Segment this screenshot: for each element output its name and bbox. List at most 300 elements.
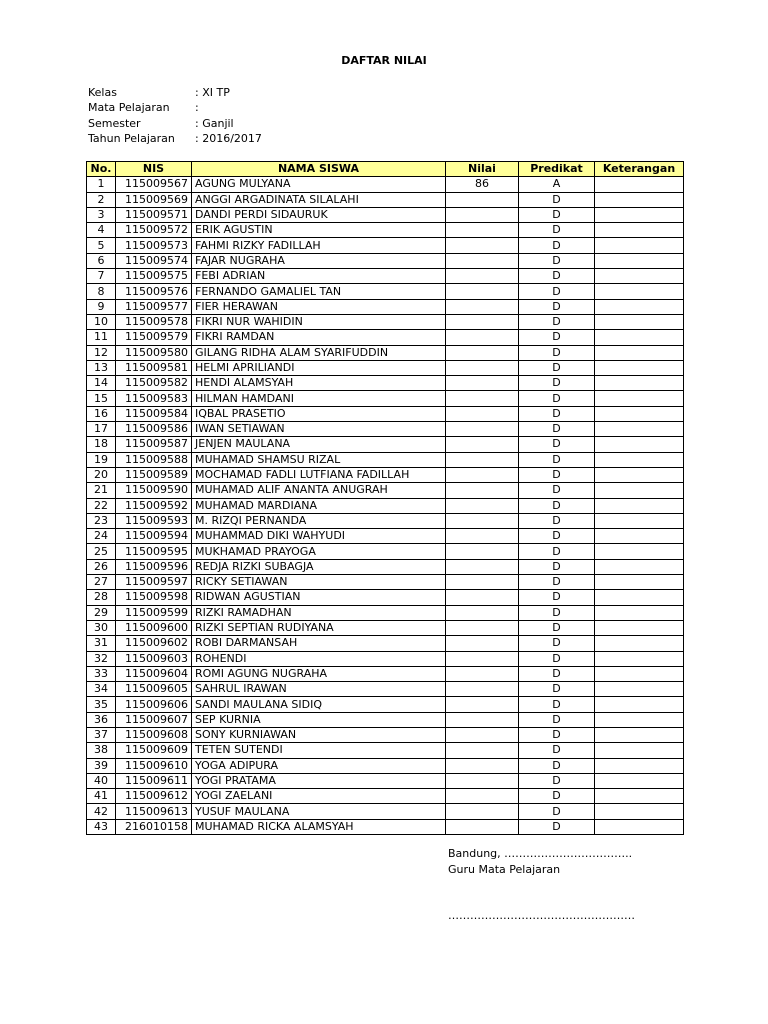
cell-nama-siswa: MUHAMAD RICKA ALAMSYAH	[192, 819, 446, 834]
cell-nilai	[446, 743, 519, 758]
info-value: : Ganjil	[195, 116, 234, 130]
cell-nis: 115009594	[116, 529, 192, 544]
cell-no: 38	[87, 743, 116, 758]
cell-predikat: D	[519, 697, 595, 712]
cell-keterangan	[595, 743, 684, 758]
table-row	[87, 269, 684, 284]
cell-nis: 115009582	[116, 376, 192, 391]
table-row	[87, 391, 684, 406]
cell-nilai	[446, 682, 519, 697]
cell-no: 14	[87, 376, 116, 391]
cell-nis: 115009611	[116, 773, 192, 788]
table-row	[87, 330, 684, 345]
cell-predikat: D	[519, 238, 595, 253]
cell-nilai	[446, 651, 519, 666]
cell-predikat: D	[519, 360, 595, 375]
cell-predikat: D	[519, 575, 595, 590]
cell-no: 37	[87, 727, 116, 742]
cell-nama-siswa: RICKY SETIAWAN	[192, 575, 446, 590]
cell-keterangan	[595, 559, 684, 574]
cell-nis: 115009580	[116, 345, 192, 360]
cell-predikat: D	[519, 804, 595, 819]
cell-predikat: D	[519, 544, 595, 559]
cell-no: 4	[87, 223, 116, 238]
table-row	[87, 406, 684, 421]
cell-keterangan	[595, 513, 684, 528]
table-row	[87, 544, 684, 559]
signature-block	[448, 846, 635, 924]
cell-no: 43	[87, 819, 116, 834]
cell-nis: 216010158	[116, 819, 192, 834]
cell-nis: 115009598	[116, 590, 192, 605]
cell-no: 30	[87, 620, 116, 635]
cell-nama-siswa: FERNANDO GAMALIEL TAN	[192, 284, 446, 299]
cell-nama-siswa: HENDI ALAMSYAH	[192, 376, 446, 391]
cell-keterangan	[595, 192, 684, 207]
cell-no: 11	[87, 330, 116, 345]
cell-nama-siswa: IWAN SETIAWAN	[192, 422, 446, 437]
table-header-row	[87, 162, 684, 177]
cell-keterangan	[595, 437, 684, 452]
cell-nis: 115009595	[116, 544, 192, 559]
cell-no: 28	[87, 590, 116, 605]
cell-no: 15	[87, 391, 116, 406]
cell-nilai	[446, 299, 519, 314]
info-row	[88, 131, 262, 146]
cell-nilai	[446, 437, 519, 452]
cell-nis: 115009606	[116, 697, 192, 712]
cell-no: 21	[87, 483, 116, 498]
cell-no: 7	[87, 269, 116, 284]
info-label: Mata Pelajaran	[88, 101, 170, 115]
cell-no: 20	[87, 467, 116, 482]
cell-nama-siswa: SAHRUL IRAWAN	[192, 682, 446, 697]
cell-nilai	[446, 253, 519, 268]
cell-nama-siswa: ANGGI ARGADINATA SILALAHI	[192, 192, 446, 207]
cell-keterangan	[595, 177, 684, 192]
cell-nama-siswa: ROHENDI	[192, 651, 446, 666]
table-row	[87, 804, 684, 819]
cell-nama-siswa: FAHMI RIZKY FADILLAH	[192, 238, 446, 253]
cell-nama-siswa: FAJAR NUGRAHA	[192, 253, 446, 268]
cell-keterangan	[595, 498, 684, 513]
cell-predikat: D	[519, 391, 595, 406]
cell-predikat: D	[519, 789, 595, 804]
document-title: DAFTAR NILAI	[341, 54, 427, 67]
table-row	[87, 299, 684, 314]
cell-nama-siswa: HELMI APRILIANDI	[192, 360, 446, 375]
cell-nis: 115009602	[116, 636, 192, 651]
cell-nilai	[446, 544, 519, 559]
cell-keterangan	[595, 360, 684, 375]
table-row	[87, 682, 684, 697]
cell-nis: 115009574	[116, 253, 192, 268]
cell-nilai	[446, 330, 519, 345]
cell-predikat: D	[519, 406, 595, 421]
table-row	[87, 666, 684, 681]
cell-nama-siswa: HILMAN HAMDANI	[192, 391, 446, 406]
document-info	[88, 85, 262, 146]
cell-nis: 115009612	[116, 789, 192, 804]
info-label: Semester	[88, 116, 141, 130]
info-label: Tahun Pelajaran	[88, 132, 175, 146]
cell-nama-siswa: JENJEN MAULANA	[192, 437, 446, 452]
col-header-nis: NIS	[116, 162, 192, 177]
cell-nilai	[446, 467, 519, 482]
table-row	[87, 498, 684, 513]
cell-nilai	[446, 758, 519, 773]
cell-keterangan	[595, 330, 684, 345]
cell-keterangan	[595, 391, 684, 406]
cell-nama-siswa: YOGA ADIPURA	[192, 758, 446, 773]
cell-predikat: D	[519, 483, 595, 498]
cell-keterangan	[595, 314, 684, 329]
cell-keterangan	[595, 529, 684, 544]
cell-no: 29	[87, 605, 116, 620]
cell-nama-siswa: AGUNG MULYANA	[192, 177, 446, 192]
table-row	[87, 192, 684, 207]
cell-nama-siswa: IQBAL PRASETIO	[192, 406, 446, 421]
cell-nama-siswa: DANDI PERDI SIDAURUK	[192, 207, 446, 222]
cell-nilai	[446, 192, 519, 207]
table-row	[87, 712, 684, 727]
table-row	[87, 743, 684, 758]
cell-nilai	[446, 559, 519, 574]
cell-nilai	[446, 406, 519, 421]
cell-nilai	[446, 636, 519, 651]
cell-predikat: D	[519, 636, 595, 651]
cell-nis: 115009577	[116, 299, 192, 314]
cell-nama-siswa: MUKHAMAD PRAYOGA	[192, 544, 446, 559]
cell-predikat: D	[519, 666, 595, 681]
cell-predikat: D	[519, 498, 595, 513]
info-label: Kelas	[88, 86, 117, 100]
cell-nama-siswa: RIDWAN AGUSTIAN	[192, 590, 446, 605]
cell-no: 33	[87, 666, 116, 681]
cell-predikat: D	[519, 682, 595, 697]
cell-no: 36	[87, 712, 116, 727]
cell-nama-siswa: ROMI AGUNG NUGRAHA	[192, 666, 446, 681]
cell-keterangan	[595, 467, 684, 482]
cell-keterangan	[595, 758, 684, 773]
cell-predikat: D	[519, 773, 595, 788]
cell-nama-siswa: FIKRI NUR WAHIDIN	[192, 314, 446, 329]
cell-nama-siswa: SONY KURNIAWAN	[192, 727, 446, 742]
cell-nilai	[446, 666, 519, 681]
cell-nilai	[446, 314, 519, 329]
cell-nis: 115009599	[116, 605, 192, 620]
cell-nama-siswa: MUHAMAD ALIF ANANTA ANUGRAH	[192, 483, 446, 498]
cell-nama-siswa: TETEN SUTENDI	[192, 743, 446, 758]
table-row	[87, 437, 684, 452]
cell-keterangan	[595, 605, 684, 620]
table-row	[87, 223, 684, 238]
cell-nilai	[446, 452, 519, 467]
cell-nilai	[446, 513, 519, 528]
cell-keterangan	[595, 376, 684, 391]
col-header-nama-siswa: NAMA SISWA	[192, 162, 446, 177]
cell-predikat: D	[519, 376, 595, 391]
table-row	[87, 789, 684, 804]
cell-nis: 115009571	[116, 207, 192, 222]
cell-no: 25	[87, 544, 116, 559]
cell-nis: 115009593	[116, 513, 192, 528]
cell-nilai: 86	[446, 177, 519, 192]
table-row	[87, 513, 684, 528]
table-row	[87, 284, 684, 299]
cell-predikat: D	[519, 712, 595, 727]
cell-nilai	[446, 284, 519, 299]
cell-keterangan	[595, 651, 684, 666]
cell-predikat: D	[519, 605, 595, 620]
cell-no: 3	[87, 207, 116, 222]
cell-nama-siswa: REDJA RIZKI SUBAGJA	[192, 559, 446, 574]
cell-no: 12	[87, 345, 116, 360]
cell-predikat: D	[519, 620, 595, 635]
cell-nilai	[446, 575, 519, 590]
cell-nama-siswa: MUHAMAD MARDIANA	[192, 498, 446, 513]
cell-nilai	[446, 238, 519, 253]
cell-predikat: D	[519, 727, 595, 742]
info-row	[88, 85, 262, 100]
cell-keterangan	[595, 819, 684, 834]
table-row	[87, 207, 684, 222]
cell-nis: 115009590	[116, 483, 192, 498]
cell-predikat: D	[519, 559, 595, 574]
cell-nama-siswa: ROBI DARMANSAH	[192, 636, 446, 651]
cell-keterangan	[595, 207, 684, 222]
cell-predikat: D	[519, 529, 595, 544]
cell-no: 22	[87, 498, 116, 513]
cell-nilai	[446, 605, 519, 620]
cell-nama-siswa: MUHAMMAD DIKI WAHYUDI	[192, 529, 446, 544]
cell-keterangan	[595, 223, 684, 238]
cell-nis: 115009581	[116, 360, 192, 375]
cell-nilai	[446, 529, 519, 544]
cell-predikat: D	[519, 743, 595, 758]
info-value: : XI TP	[195, 86, 230, 100]
signature-place-date: Bandung, ……………………………..	[448, 847, 633, 860]
table-row	[87, 758, 684, 773]
cell-predikat: D	[519, 345, 595, 360]
cell-nis: 115009573	[116, 238, 192, 253]
cell-nis: 115009597	[116, 575, 192, 590]
cell-nilai	[446, 819, 519, 834]
cell-no: 8	[87, 284, 116, 299]
cell-keterangan	[595, 345, 684, 360]
info-row	[88, 100, 262, 115]
cell-no: 32	[87, 651, 116, 666]
cell-keterangan	[595, 727, 684, 742]
cell-keterangan	[595, 590, 684, 605]
cell-nilai	[446, 422, 519, 437]
cell-nis: 115009575	[116, 269, 192, 284]
cell-predikat: D	[519, 467, 595, 482]
cell-nama-siswa: GILANG RIDHA ALAM SYARIFUDDIN	[192, 345, 446, 360]
cell-nilai	[446, 269, 519, 284]
cell-keterangan	[595, 284, 684, 299]
cell-nama-siswa: RIZKI SEPTIAN RUDIYANA	[192, 620, 446, 635]
col-header-no: No.	[87, 162, 116, 177]
cell-nis: 115009587	[116, 437, 192, 452]
cell-keterangan	[595, 238, 684, 253]
cell-no: 13	[87, 360, 116, 375]
table-row	[87, 467, 684, 482]
cell-predikat: D	[519, 422, 595, 437]
cell-predikat: D	[519, 330, 595, 345]
cell-keterangan	[595, 636, 684, 651]
cell-nilai	[446, 391, 519, 406]
cell-nama-siswa: SANDI MAULANA SIDIQ	[192, 697, 446, 712]
cell-keterangan	[595, 804, 684, 819]
cell-nis: 115009604	[116, 666, 192, 681]
cell-nis: 115009569	[116, 192, 192, 207]
cell-nilai	[446, 590, 519, 605]
cell-keterangan	[595, 452, 684, 467]
grades-table	[86, 161, 684, 835]
cell-nama-siswa: RIZKI RAMADHAN	[192, 605, 446, 620]
cell-nilai	[446, 620, 519, 635]
cell-nis: 115009576	[116, 284, 192, 299]
cell-nis: 115009586	[116, 422, 192, 437]
table-row	[87, 605, 684, 620]
cell-nis: 115009610	[116, 758, 192, 773]
cell-no: 1	[87, 177, 116, 192]
cell-keterangan	[595, 299, 684, 314]
cell-nama-siswa: M. RIZQI PERNANDA	[192, 513, 446, 528]
cell-keterangan	[595, 666, 684, 681]
cell-nilai	[446, 804, 519, 819]
cell-no: 5	[87, 238, 116, 253]
cell-nilai	[446, 223, 519, 238]
cell-nis: 115009609	[116, 743, 192, 758]
cell-nama-siswa: FIER HERAWAN	[192, 299, 446, 314]
cell-predikat: D	[519, 437, 595, 452]
cell-keterangan	[595, 406, 684, 421]
cell-predikat: D	[519, 590, 595, 605]
cell-keterangan	[595, 789, 684, 804]
cell-no: 34	[87, 682, 116, 697]
cell-nis: 115009605	[116, 682, 192, 697]
cell-nis: 115009607	[116, 712, 192, 727]
cell-no: 27	[87, 575, 116, 590]
cell-nis: 115009583	[116, 391, 192, 406]
cell-nis: 115009608	[116, 727, 192, 742]
cell-nama-siswa: FEBI ADRIAN	[192, 269, 446, 284]
cell-nilai	[446, 207, 519, 222]
cell-nilai	[446, 360, 519, 375]
cell-no: 18	[87, 437, 116, 452]
cell-keterangan	[595, 682, 684, 697]
table-row	[87, 253, 684, 268]
cell-nilai	[446, 712, 519, 727]
table-row	[87, 559, 684, 574]
cell-no: 40	[87, 773, 116, 788]
cell-nama-siswa: MOCHAMAD FADLI LUTFIANA FADILLAH	[192, 467, 446, 482]
cell-nis: 115009600	[116, 620, 192, 635]
cell-keterangan	[595, 773, 684, 788]
cell-no: 6	[87, 253, 116, 268]
table-row	[87, 620, 684, 635]
table-row	[87, 819, 684, 834]
cell-predikat: D	[519, 651, 595, 666]
cell-predikat: D	[519, 253, 595, 268]
cell-no: 24	[87, 529, 116, 544]
cell-predikat: D	[519, 284, 595, 299]
cell-nis: 115009572	[116, 223, 192, 238]
cell-nis: 115009588	[116, 452, 192, 467]
cell-predikat: D	[519, 314, 595, 329]
cell-nama-siswa: SEP KURNIA	[192, 712, 446, 727]
cell-nama-siswa: MUHAMAD SHAMSU RIZAL	[192, 452, 446, 467]
cell-keterangan	[595, 253, 684, 268]
cell-nama-siswa: ERIK AGUSTIN	[192, 223, 446, 238]
cell-nis: 115009589	[116, 467, 192, 482]
signature-role: Guru Mata Pelajaran	[448, 863, 561, 876]
cell-no: 10	[87, 314, 116, 329]
cell-nilai	[446, 773, 519, 788]
cell-keterangan	[595, 483, 684, 498]
cell-nis: 115009567	[116, 177, 192, 192]
cell-predikat: D	[519, 223, 595, 238]
cell-keterangan	[595, 575, 684, 590]
table-row	[87, 590, 684, 605]
cell-nis: 115009613	[116, 804, 192, 819]
cell-nama-siswa: YOGI ZAELANI	[192, 789, 446, 804]
col-header-keterangan: Keterangan	[595, 162, 684, 177]
info-row	[88, 116, 262, 131]
cell-predikat: D	[519, 819, 595, 834]
cell-no: 16	[87, 406, 116, 421]
cell-keterangan	[595, 544, 684, 559]
cell-nilai	[446, 697, 519, 712]
table-row	[87, 314, 684, 329]
info-value: : 2016/2017	[195, 132, 262, 146]
col-header-predikat: Predikat	[519, 162, 595, 177]
table-row	[87, 238, 684, 253]
cell-no: 35	[87, 697, 116, 712]
cell-predikat: A	[519, 177, 595, 192]
cell-keterangan	[595, 620, 684, 635]
cell-no: 9	[87, 299, 116, 314]
cell-nilai	[446, 376, 519, 391]
cell-nilai	[446, 789, 519, 804]
cell-nis: 115009592	[116, 498, 192, 513]
cell-no: 42	[87, 804, 116, 819]
cell-nis: 115009579	[116, 330, 192, 345]
cell-nis: 115009603	[116, 651, 192, 666]
table-row	[87, 636, 684, 651]
table-row	[87, 422, 684, 437]
cell-no: 26	[87, 559, 116, 574]
table-row	[87, 376, 684, 391]
cell-predikat: D	[519, 299, 595, 314]
cell-keterangan	[595, 712, 684, 727]
cell-no: 19	[87, 452, 116, 467]
table-row	[87, 727, 684, 742]
table-row	[87, 452, 684, 467]
cell-no: 17	[87, 422, 116, 437]
cell-keterangan	[595, 422, 684, 437]
cell-no: 39	[87, 758, 116, 773]
table-row	[87, 345, 684, 360]
info-value: :	[195, 101, 199, 115]
table-row	[87, 575, 684, 590]
cell-no: 31	[87, 636, 116, 651]
table-row	[87, 483, 684, 498]
cell-nis: 115009584	[116, 406, 192, 421]
cell-no: 23	[87, 513, 116, 528]
